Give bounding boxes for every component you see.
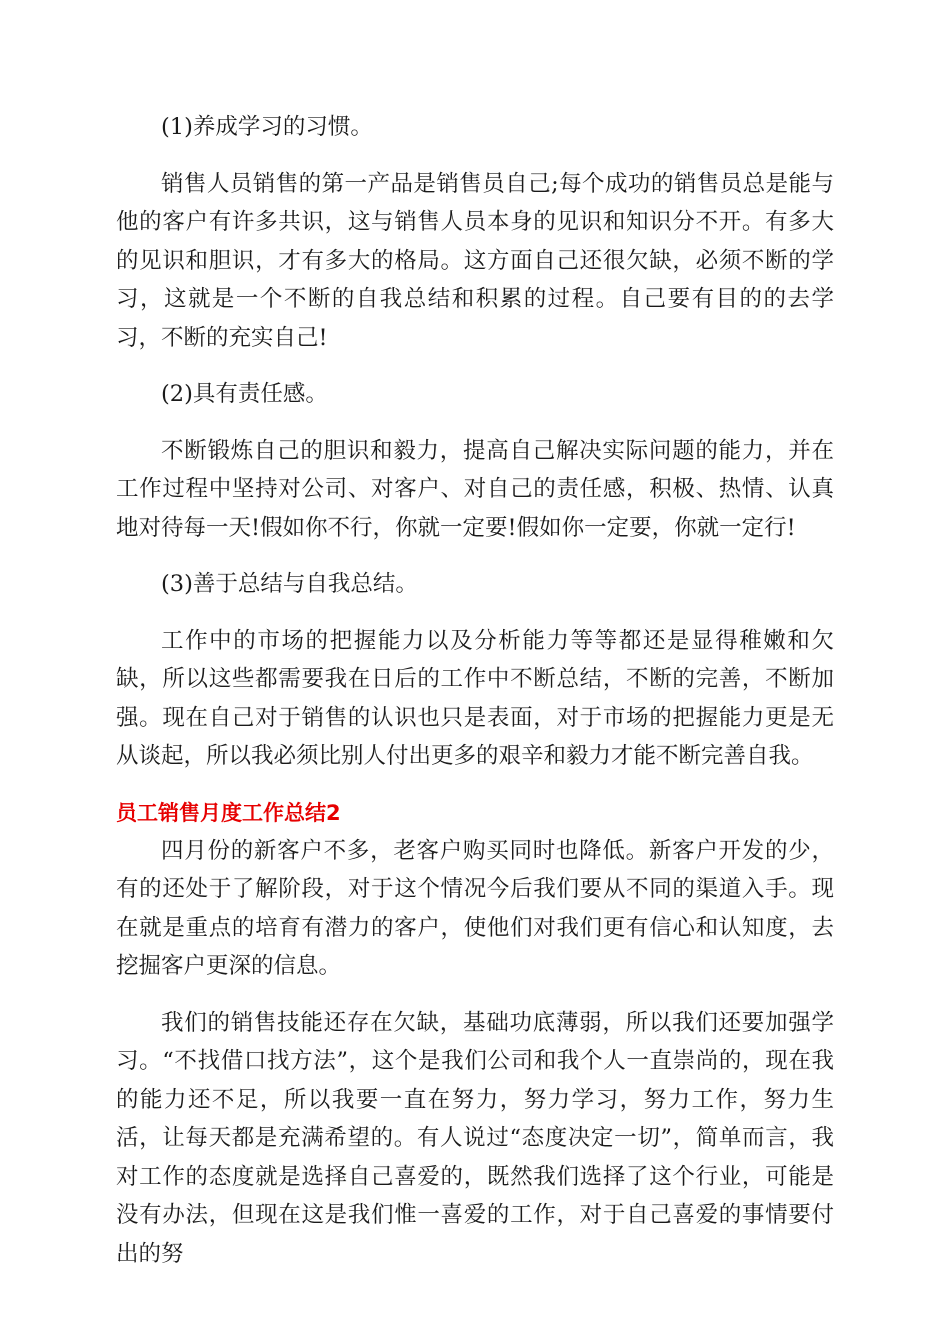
section-1-body: 销售人员销售的第一产品是销售员自己;每个成功的销售员总是能与他的客户有许多共识，这与销售人员本身的见识和知识分不开。有多大的见识和胆识，才有多大的格局。这方面自己还很欠缺，必须不断的学习，这就是一个不断的自我总结和积累的过程。自己要有目的的去学习，不断的充实自己! (116, 170, 834, 351)
document-page (116, 108, 834, 1291)
section-2-item: (2)具有责任感。 (161, 381, 328, 407)
section-3-item: (3)善于总结与自我总结。 (161, 571, 418, 597)
paragraph: 四月份的新客户不多，老客户购买同时也降低。新客户开发的少，有的还处于了解阶段，对于这个情况今后我们要从不同的渠道入手。现在就是重点的培育有潜力的客户，使他们对我们更有信心和认知度，去挖掘客户更深的信息。 (116, 837, 834, 979)
section-2-body: 不断锻炼自己的胆识和毅力，提高自己解决实际问题的能力，并在工作过程中坚持对公司、对客户、对自己的责任感，积极、热情、认真地对待每一天!假如你不行，你就一定要!假如你一定要，你就一定行! (116, 437, 834, 541)
section-heading: 员工销售月度工作总结2 (116, 800, 341, 825)
section-1-item: (1)养成学习的习惯。 (161, 114, 373, 140)
section-3-body: 工作中的市场的把握能力以及分析能力等等都还是显得稚嫩和欠缺，所以这些都需要我在日后的工作中不断总结，不断的完善，不断加强。现在自己对于销售的认识也只是表面，对于市场的把握能力更是无从谈起，所以我必须比别人付出更多的艰辛和毅力才能不断完善自我。 (116, 627, 834, 769)
paragraph: 我们的销售技能还存在欠缺，基础功底薄弱，所以我们还要加强学习。“不找借口找方法”，这个是我们公司和我个人一直崇尚的，现在我的能力还不足，所以我要一直在努力，努力学习，努力工作，努力生活，让每天都是充满希望的。有人说过“态度决定一切”，简单而言，我对工作的态度就是选择自己喜爱的，既然我们选择了这个行业，可能是没有办法，但现在这是我们惟一喜爱的工作，对于自己喜爱的事情要付出的努 (116, 1009, 834, 1267)
